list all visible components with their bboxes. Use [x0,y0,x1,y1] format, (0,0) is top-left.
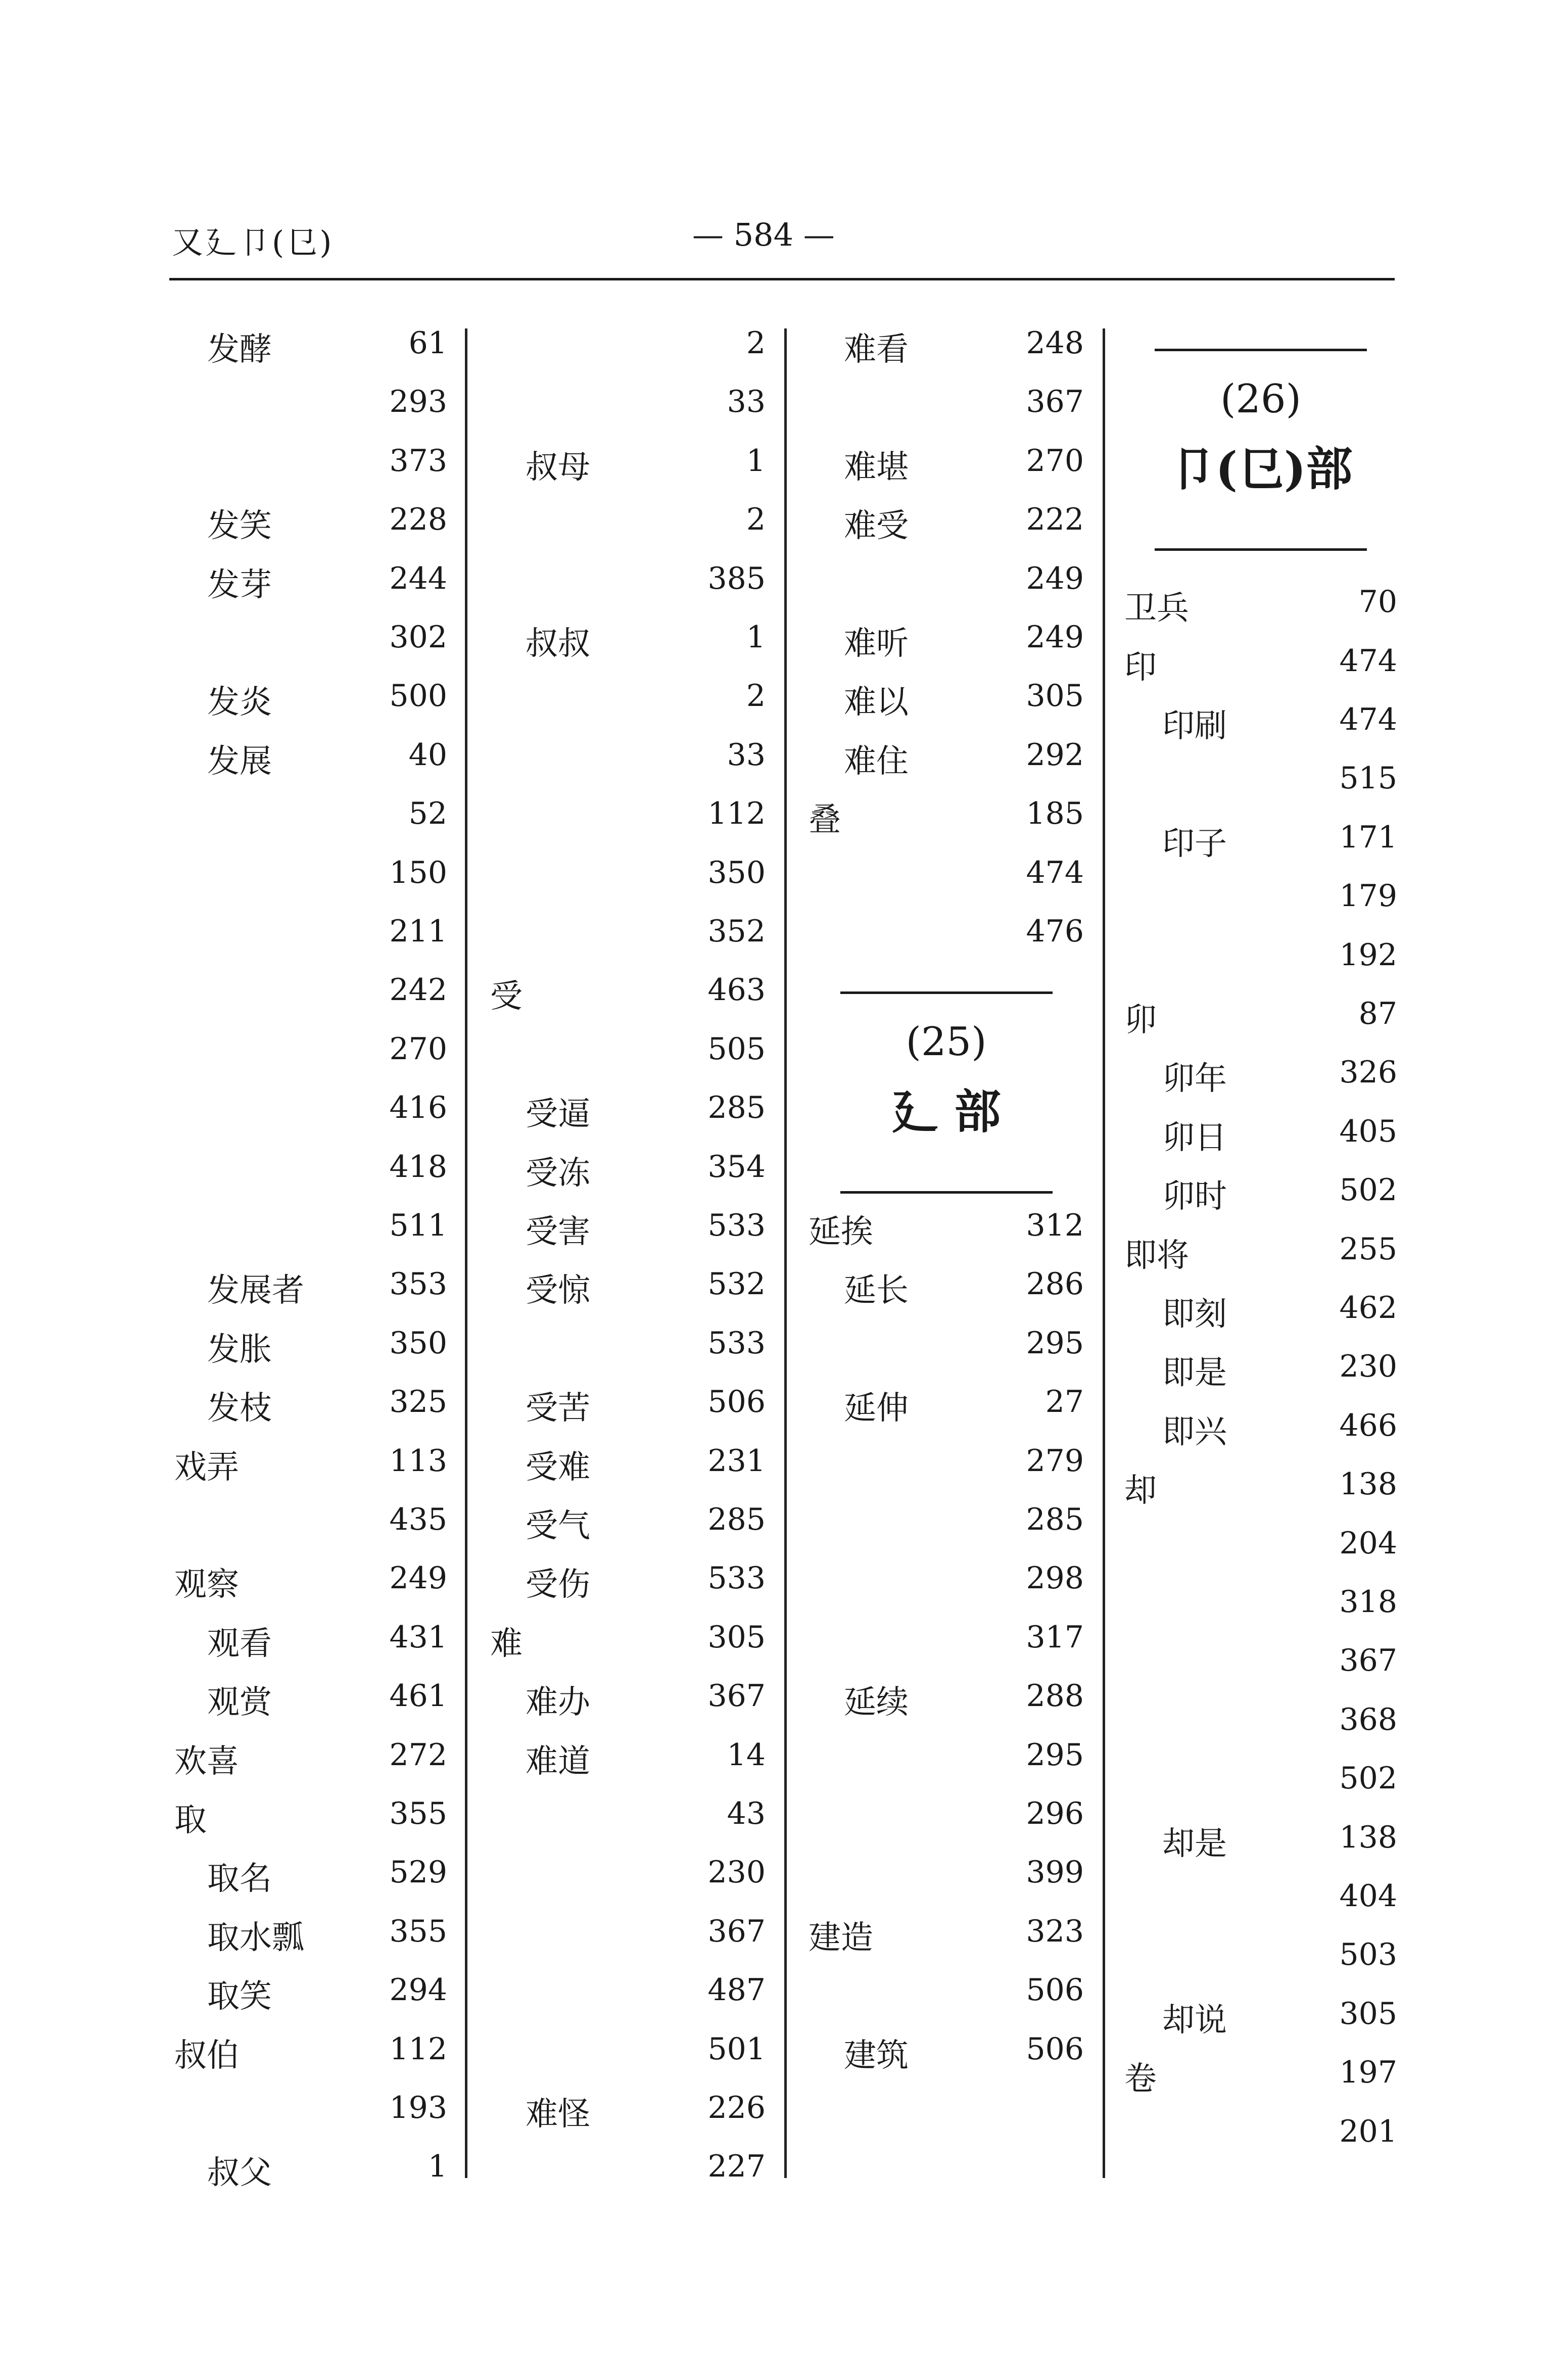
index-term: 叔父 [207,2154,272,2192]
index-term: 受 [490,978,522,1016]
index-term: 受冻 [526,1154,590,1192]
page-reference: 33 [727,737,766,773]
index-term: 受苦 [526,1390,590,1428]
page-reference: 474 [1339,643,1397,679]
page-reference: 211 [389,914,447,949]
page-reference: 270 [1026,443,1084,479]
index-term: 发枝 [207,1390,272,1428]
page-reference: 466 [1339,1407,1397,1443]
index-term: 观察 [174,1566,239,1604]
page-reference: 2 [746,678,766,714]
index-term: 取 [174,1802,207,1839]
page-reference: 502 [1339,1172,1397,1208]
page-reference: 293 [389,384,447,420]
page-reference: 296 [1026,1796,1084,1831]
page-reference: 294 [389,1972,447,2008]
index-term: 发展 [207,742,272,780]
page-reference: 279 [1026,1443,1084,1479]
page-reference: 529 [389,1855,447,1890]
page-reference: 461 [389,1678,447,1714]
page-reference: 1 [427,2149,447,2185]
index-term: 受伤 [526,1566,590,1604]
page-reference: 201 [1339,2113,1397,2149]
page-reference: 226 [707,2090,766,2125]
index-term: 难住 [844,742,909,780]
page-reference: 317 [1026,1619,1084,1655]
page-reference: 171 [1339,819,1397,855]
index-term: 叔母 [526,448,590,486]
page-reference: 367 [1339,1643,1397,1679]
page-reference: 399 [1026,1855,1084,1890]
page-reference: 2 [746,325,766,361]
page-reference: 285 [707,1090,766,1126]
page-reference: 285 [1026,1502,1084,1537]
page-reference: 487 [707,1972,766,2008]
index-term: 印 [1124,648,1157,686]
index-term: 却是 [1162,1825,1227,1863]
page-reference: 476 [1026,914,1084,949]
index-term: 发炎 [207,684,272,722]
index-term: 卯年 [1162,1060,1227,1098]
page-reference: 511 [389,1208,447,1243]
page-reference: 197 [1339,2055,1397,2091]
page-reference: 113 [389,1443,447,1479]
index-term: 卯时 [1162,1178,1227,1216]
index-term: 难以 [844,684,909,722]
index-term: 受难 [526,1448,590,1486]
section-number: (26) [1220,376,1302,422]
page-reference: 462 [1339,1290,1397,1326]
page-reference: 533 [707,1325,766,1361]
index-term: 卫兵 [1124,590,1189,628]
page-reference: 1 [746,443,766,479]
section-title: 廴 部 [891,1084,1001,1139]
page-reference: 138 [1339,1467,1397,1502]
index-term: 建筑 [844,2037,909,2074]
section-rule [1155,548,1367,551]
page-reference: 355 [389,1913,447,1949]
index-term: 叔叔 [526,625,590,663]
index-term: 发酵 [207,331,272,368]
section-rule [840,991,1053,994]
page-reference: 506 [707,1384,766,1420]
index-term: 发胀 [207,1331,272,1368]
page-reference: 87 [1358,996,1397,1031]
page-reference: 312 [1026,1208,1084,1243]
page-reference: 353 [389,1266,447,1302]
index-term: 受逼 [526,1096,590,1133]
page-reference: 249 [1026,620,1084,655]
index-term: 延长 [844,1272,909,1310]
page-reference: 295 [1026,1325,1084,1361]
page-reference: 323 [1026,1913,1084,1949]
index-term: 难看 [844,331,909,368]
column-divider [465,328,467,2178]
page-reference: 405 [1339,1113,1397,1149]
page-reference: 242 [389,972,447,1008]
page-reference: 249 [1026,560,1084,596]
index-term: 叔伯 [174,2037,239,2074]
page-reference: 43 [727,1796,766,1831]
page-reference: 368 [1339,1701,1397,1737]
index-term: 即是 [1162,1354,1227,1392]
page-reference: 506 [1026,1972,1084,2008]
index-term: 难堪 [844,448,909,486]
page-reference: 285 [707,1502,766,1537]
index-term: 卷 [1124,2060,1157,2098]
index-term: 延挨 [809,1213,873,1251]
index-term: 欢喜 [174,1742,239,1780]
index-term: 发展者 [207,1272,304,1310]
page-reference: 222 [1026,502,1084,538]
index-term: 戏弄 [174,1448,239,1486]
index-term: 受惊 [526,1272,590,1310]
page-reference: 14 [727,1737,766,1773]
page-reference: 112 [389,2031,447,2067]
page-reference: 138 [1339,1819,1397,1855]
index-term: 发芽 [207,566,272,604]
page-reference: 27 [1045,1384,1084,1420]
index-term: 难受 [844,507,909,545]
header-radicals: 又廴卩(㔾) [172,224,334,261]
index-term: 叠 [809,801,841,839]
page-reference: 230 [707,1855,766,1890]
page-reference: 431 [389,1619,447,1655]
page-reference: 500 [389,678,447,714]
page-reference: 1 [746,620,766,655]
index-term: 难 [490,1625,522,1663]
page-reference: 506 [1026,2031,1084,2067]
page-reference: 230 [1339,1349,1397,1385]
page-reference: 325 [389,1384,447,1420]
page-reference: 192 [1339,937,1397,973]
page-reference: 355 [389,1796,447,1831]
page-reference: 179 [1339,878,1397,914]
page-reference: 255 [1339,1231,1397,1267]
page-reference: 305 [707,1619,766,1655]
column-divider [784,328,787,2178]
page-reference: 352 [707,914,766,949]
page-reference: 231 [707,1443,766,1479]
page-reference: 150 [389,855,447,890]
index-term: 难怪 [526,2096,590,2133]
page-reference: 418 [389,1149,447,1185]
page-reference: 112 [707,796,766,832]
page-reference: 404 [1339,1878,1397,1914]
page-reference: 350 [389,1325,447,1361]
page-reference: 350 [707,855,766,890]
page-number: — 584 — [692,216,835,253]
index-term: 却说 [1162,2001,1227,2039]
page-reference: 474 [1026,855,1084,890]
page-reference: 318 [1339,1584,1397,1620]
index-term: 建造 [809,1919,873,1957]
index-term: 卯日 [1162,1119,1227,1157]
page-reference: 354 [707,1149,766,1185]
page-reference: 435 [389,1502,447,1537]
page-reference: 326 [1339,1055,1397,1091]
page-reference: 185 [1026,796,1084,832]
page-reference: 193 [389,2090,447,2125]
page-reference: 33 [727,384,766,420]
page-reference: 40 [408,737,447,773]
page-reference: 298 [1026,1560,1084,1596]
page-reference: 244 [389,560,447,596]
page-reference: 515 [1339,761,1397,796]
section-title: 卩(㔾)部 [1169,442,1353,496]
index-term: 受害 [526,1213,590,1251]
index-term: 取名 [207,1860,272,1898]
index-term: 观看 [207,1625,272,1663]
index-term: 观赏 [207,1684,272,1722]
index-term: 取笑 [207,1978,272,2016]
page-reference: 463 [707,972,766,1008]
header-rule [169,278,1395,280]
page-reference: 305 [1339,1996,1397,2031]
index-term: 延续 [844,1684,909,1722]
page-reference: 249 [389,1560,447,1596]
section-rule [840,1191,1053,1194]
page-reference: 204 [1339,1525,1397,1561]
page-reference: 52 [408,796,447,832]
page-reference: 227 [707,2149,766,2185]
index-term: 即刻 [1162,1295,1227,1333]
page-reference: 286 [1026,1266,1084,1302]
page-reference: 385 [707,560,766,596]
column-divider [1103,328,1105,2178]
page-reference: 248 [1026,325,1084,361]
page-reference: 474 [1339,701,1397,737]
page-reference: 288 [1026,1678,1084,1714]
page-reference: 302 [389,620,447,655]
section-rule [1155,349,1367,351]
page-reference: 272 [389,1737,447,1773]
page-reference: 505 [707,1031,766,1067]
index-term: 延伸 [844,1390,909,1428]
page-reference: 503 [1339,1937,1397,1973]
index-term: 印子 [1162,825,1227,863]
page-reference: 295 [1026,1737,1084,1773]
page-reference: 2 [746,502,766,538]
section-number: (25) [906,1019,987,1065]
page-reference: 502 [1339,1761,1397,1796]
index-term: 印刷 [1162,707,1227,745]
index-term: 即兴 [1162,1413,1227,1451]
index-term: 发笑 [207,507,272,545]
page-reference: 532 [707,1266,766,1302]
page-reference: 367 [1026,384,1084,420]
index-term: 难办 [526,1684,590,1722]
page-reference: 416 [389,1090,447,1126]
page-reference: 367 [707,1913,766,1949]
page-reference: 270 [389,1031,447,1067]
page-reference: 305 [1026,678,1084,714]
index-term: 卯 [1124,1001,1157,1039]
index-term: 难听 [844,625,909,663]
page-reference: 228 [389,502,447,538]
index-term: 取水瓢 [207,1919,304,1957]
index-term: 却 [1124,1472,1157,1510]
page-reference: 70 [1358,584,1397,620]
page-reference: 533 [707,1560,766,1596]
page-reference: 501 [707,2031,766,2067]
page-reference: 61 [408,325,447,361]
page-reference: 367 [707,1678,766,1714]
index-term: 即将 [1124,1237,1189,1274]
index-term: 难道 [526,1742,590,1780]
page-reference: 292 [1026,737,1084,773]
page-reference: 533 [707,1208,766,1243]
index-term: 受气 [526,1507,590,1545]
page-reference: 373 [389,443,447,479]
